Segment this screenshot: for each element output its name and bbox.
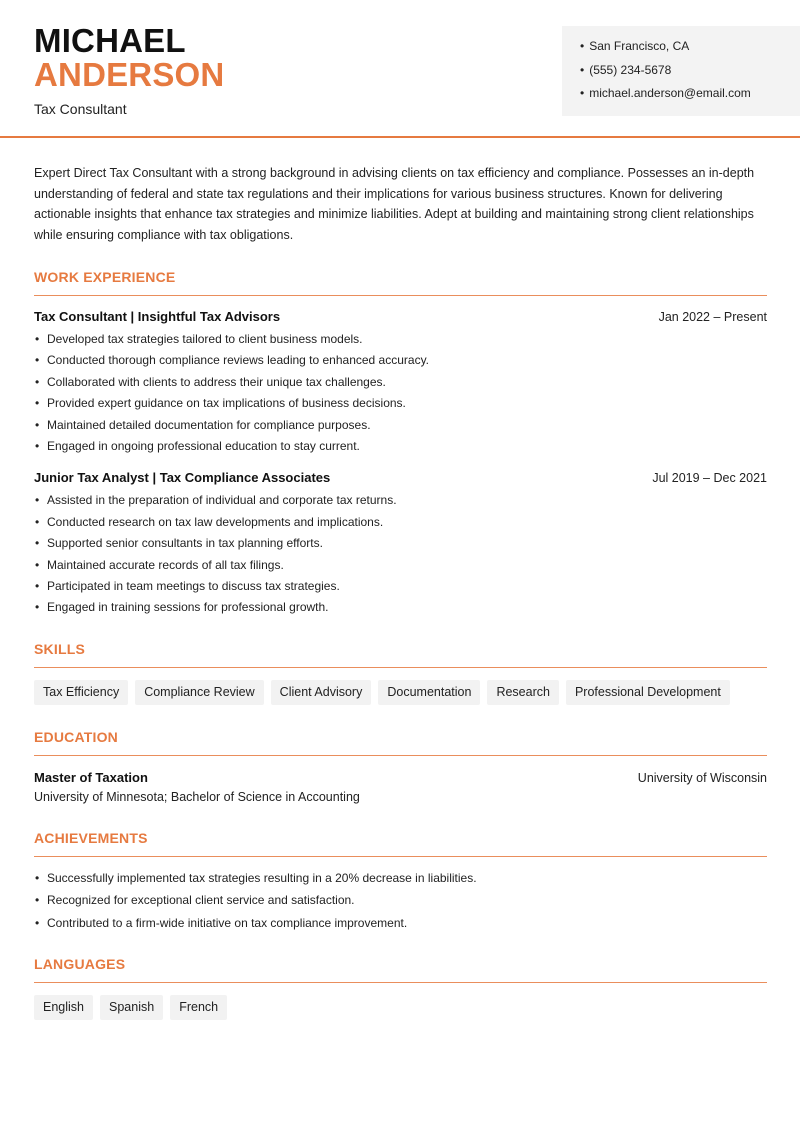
language-tags bbox=[34, 995, 767, 1020]
section-title-achievements: ACHIEVEMENTS bbox=[34, 829, 148, 846]
job-entry bbox=[34, 470, 767, 618]
job-role: Tax Consultant | Insightful Tax Advisors bbox=[34, 309, 281, 324]
last-name: ANDERSON bbox=[34, 56, 225, 93]
list-item: • Developed tax strategies tailored to client business models. bbox=[34, 329, 767, 350]
section-title-work: WORK EXPERIENCE bbox=[34, 269, 176, 285]
job-header bbox=[34, 309, 767, 324]
contact-phone bbox=[580, 63, 800, 87]
contact-email bbox=[580, 86, 800, 110]
job-bullets bbox=[34, 329, 767, 457]
phone-text: (555) 234-5678 bbox=[589, 62, 672, 77]
list-item: • Recognized for exceptional client service and satisfaction. bbox=[34, 889, 767, 912]
job-dates: Jul 2019 – Dec 2021 bbox=[652, 471, 767, 486]
list-item: • Collaborated with clients to address their unique tax challenges. bbox=[34, 372, 767, 393]
list-item: • Participated in team meetings to discuss tax strategies. bbox=[34, 576, 767, 597]
job-dates: Jan 2022 – Present bbox=[658, 310, 767, 324]
job-header bbox=[34, 470, 767, 485]
degree: Master of Taxation bbox=[34, 769, 148, 785]
list-item: • Engaged in training sessions for professional growth. bbox=[34, 597, 767, 618]
list-item: • Maintained detailed documentation for compliance purposes. bbox=[34, 415, 767, 436]
achievements-section bbox=[34, 830, 767, 935]
location-text: San Francisco, CA bbox=[589, 39, 690, 53]
job-entry bbox=[34, 309, 767, 457]
contact-box bbox=[562, 26, 800, 116]
languages-section bbox=[34, 956, 767, 1020]
bullet-icon: • bbox=[580, 86, 585, 100]
education-header bbox=[34, 770, 767, 785]
work-section bbox=[34, 269, 767, 619]
list-item: • Provided expert guidance on tax implications of business decisions. bbox=[34, 393, 767, 414]
section-divider bbox=[34, 667, 767, 668]
university: University of Wisconsin bbox=[637, 770, 767, 785]
skill-tag: Documentation bbox=[378, 680, 480, 705]
section-divider bbox=[34, 295, 767, 296]
email-text: michael.anderson@email.com bbox=[589, 86, 751, 100]
job-role: Junior Tax Analyst | Tax Compliance Associates bbox=[34, 470, 331, 486]
list-item: • Maintained accurate records of all tax filings. bbox=[34, 555, 767, 576]
section-divider bbox=[34, 982, 767, 983]
resume-header bbox=[0, 0, 800, 138]
section-divider bbox=[34, 856, 767, 857]
section-title-education: EDUCATION bbox=[34, 728, 118, 745]
bullet-icon: • bbox=[580, 62, 585, 77]
summary: Expert Direct Tax Consultant with a strong background in advising clients on tax efficiency and compliance. Possesses an in-depth understanding of federal and state tax regulations and their implications for various business structures. Known for delivering actionable insights that enhance tax strategies and minimize liabilities. Adept at building and maintaining strong client relationships while ensuring compliance with tax obligations. bbox=[34, 166, 755, 242]
job-bullets bbox=[34, 490, 767, 618]
skill-tag: Tax Efficiency bbox=[34, 680, 128, 705]
list-item: • Contributed to a firm-wide initiative on tax compliance improvement. bbox=[34, 912, 767, 935]
first-name: MICHAEL bbox=[34, 22, 186, 59]
list-item: • Conducted research on tax law developments and implications. bbox=[34, 512, 767, 533]
skill-tag: Client Advisory bbox=[271, 680, 372, 705]
language-tag: English bbox=[34, 995, 93, 1020]
education-detail: University of Minnesota; Bachelor of Science in Accounting bbox=[34, 789, 360, 804]
skill-tags bbox=[34, 680, 767, 705]
bullet-icon: • bbox=[580, 39, 585, 53]
resume-body bbox=[34, 138, 767, 1020]
skill-tag: Research bbox=[487, 680, 559, 705]
skills-section bbox=[34, 641, 767, 705]
list-item: • Supported senior consultants in tax planning efforts. bbox=[34, 533, 767, 554]
skill-tag: Compliance Review bbox=[135, 680, 263, 705]
job-title: Tax Consultant bbox=[34, 101, 127, 117]
skill-tag: Professional Development bbox=[566, 680, 730, 705]
section-title-languages: LANGUAGES bbox=[34, 956, 126, 973]
language-tag: Spanish bbox=[100, 995, 163, 1020]
contact-location bbox=[580, 39, 800, 63]
education-section bbox=[34, 729, 767, 804]
achievement-list bbox=[34, 867, 767, 935]
section-divider bbox=[34, 755, 767, 756]
list-item: • Successfully implemented tax strategies resulting in a 20% decrease in liabilities. bbox=[34, 867, 767, 890]
name-block bbox=[34, 24, 224, 117]
language-tag: French bbox=[170, 995, 227, 1020]
list-item: • Engaged in ongoing professional education to stay current. bbox=[34, 436, 767, 457]
list-item: • Conducted thorough compliance reviews leading to enhanced accuracy. bbox=[34, 350, 767, 371]
section-title-skills: SKILLS bbox=[34, 640, 85, 657]
list-item: • Assisted in the preparation of individual and corporate tax returns. bbox=[34, 490, 767, 511]
